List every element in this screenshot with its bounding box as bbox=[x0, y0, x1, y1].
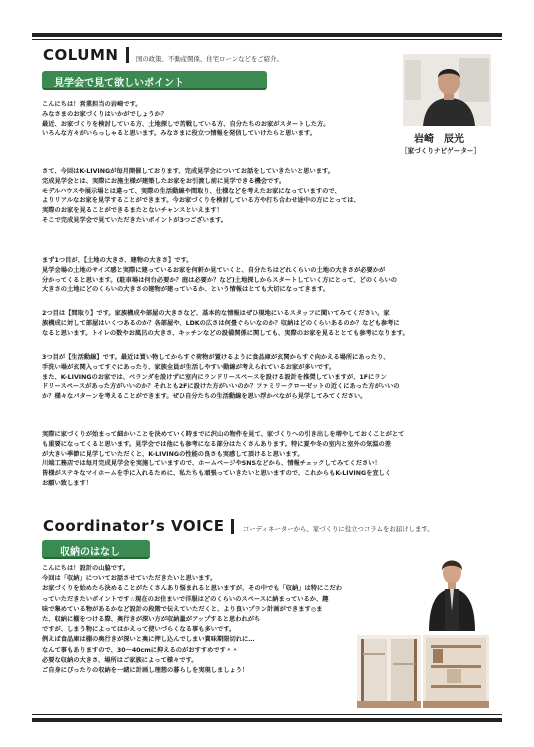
text-line: また、K-LIVINGのお家では、ベランダを設けずに室内にランドリースペースを設ける設計を推奨していますが、1Fにラン bbox=[42, 373, 387, 381]
top-rule-thin bbox=[32, 39, 502, 40]
text-line: なんて事もありますので、30〜40cmに抑えるのがおすすめです＾＾ bbox=[42, 646, 239, 654]
text-line: お家づくりを始めたら決めることがたくさんあり悩まれると思いますが、その中でも「収納」は特にこだわ bbox=[42, 585, 342, 593]
text-line: 分かってくると思います。(駐車場は何台必要か？庭は必要か？など)土地探しからスタートしていく方にとって、どのくらいの bbox=[42, 276, 397, 284]
text-line: 例えば食品庫は棚の奥行きが深いと奥に押し込んでしまい賞味期限切れに… bbox=[42, 636, 255, 644]
column-paragraph-2 bbox=[42, 256, 397, 295]
text-line: 実際のお家を見ることができるまたとないチャンスといえます！ bbox=[42, 207, 223, 215]
text-line: こんにちは！設計の山脇です。 bbox=[42, 565, 129, 572]
column-subtitle: 国の政策、不動産関係、住宅ローンなどをご紹介。 bbox=[136, 55, 283, 63]
text-line: 最近、お家づくりを検討している方、土地探しで苦戦している方、自分たちのお家がスタートした方。 bbox=[42, 120, 330, 128]
text-line: みなさまのお家づくりはいかがでしょうか？ bbox=[42, 110, 167, 118]
text-line: 完成見学会とは、実際にお施主様が建築したお家をお引渡し前に見学できる機会です。 bbox=[42, 177, 286, 185]
coordinator-photo-yamawaki bbox=[417, 549, 487, 631]
text-line: 味で集めている物があるかなど設計の段階で伝えていただくと、より良いプラン計画ができます◎ま bbox=[42, 605, 323, 613]
text-line: お願い致します！ bbox=[42, 479, 92, 487]
bottom-rule-thick bbox=[32, 718, 502, 722]
text-line: 族構成に対して部屋はいくつあるのか？各部屋や、LDKの広さは何畳ぐらいなのか？収納はどのくらいあるのか？なども参考に bbox=[42, 319, 400, 327]
column-section-title bbox=[42, 71, 267, 90]
text-line: 今回は「収納」についてお話させていただきたいと思います。 bbox=[42, 575, 217, 583]
column-heading-divider bbox=[126, 47, 129, 63]
text-line: モデルハウスや展示場とは違って、実際の生活動線や間取り、仕様などを考えたお家になっていますので、 bbox=[42, 187, 341, 195]
text-line: 必要な収納の大きさ、場所はご家族によって様々です。 bbox=[42, 656, 198, 664]
text-line: が大きい季節に見学していただくと、K-LIVINGの性能の良さも実感して頂けると思います。 bbox=[42, 450, 304, 458]
text-line: さて、今回はK-LIVINGが毎月開催しております、完成見学会についてお話をしていきたいと思います。 bbox=[42, 168, 334, 175]
text-line: ご自身にぴったりの収納を一緒に計画し理想の暮らしを実現しましょう！ bbox=[42, 667, 249, 675]
text-line: っていただきたいポイントです☆現在のお住まいで洋服はどのくらいのスペースに納まっているか、趣 bbox=[42, 595, 329, 603]
text-line: 2つ目は【間取り】です。家族構成や部屋の大きさなど、基本的な情報はぜひ現地にいるスタッフに聞いてみてください。家 bbox=[42, 310, 390, 317]
text-line: よりリアルなお家を見学することができます。今お家づくりを検討している方や打ち合わせ途中の方にとっては、 bbox=[42, 197, 360, 205]
text-line: 3つ目が【生活動線】です。最近は買い物してからすぐ荷物が置けるように食品庫が玄関からすぐ向かえる場所にあったり、 bbox=[42, 354, 390, 361]
column-paragraph-5 bbox=[42, 430, 404, 489]
text-line: そこで完成見学会で見ていただきたいポイントが3つございます。 bbox=[42, 216, 228, 224]
text-line: か？様々なパターンを考えることができます。ぜひ自分たちの生活動線を思い浮かべながら見学してみてください。 bbox=[42, 393, 367, 401]
text-line: た、収納に棚をつける際、奥行きが深い方が収納量がアップすると思われがち bbox=[42, 616, 261, 624]
text-line: こんにちは！営業担当の岩崎です。 bbox=[42, 101, 142, 108]
column-section-title-text: 見学会で見て欲しいポイント bbox=[54, 78, 184, 89]
voice-body bbox=[42, 564, 342, 676]
voice-heading: Coordinator’s VOICE bbox=[43, 517, 225, 535]
text-line: なると思います。トイレの数やお風呂の大きさ、キッチンなどの設備関係に関しても、実際のお家を見るととても参考になります。 bbox=[42, 329, 409, 337]
text-line: 大きさの土地にどのくらいの大きさの建物が建っているか、という情報はとても大切になってきます。 bbox=[42, 286, 329, 294]
text-line: まず1つ目が、【土地の大きさ、建物の大きさ】です。 bbox=[42, 257, 193, 264]
voice-subtitle: コーディネーターから、家づくりに役立つコラムをお届けします。 bbox=[243, 525, 434, 533]
text-line: ですが、しまう物によってはかえって使いづらくなる事も多いです。 bbox=[42, 626, 236, 634]
staff-role: ［家づくりナビゲーター］ bbox=[401, 147, 481, 155]
text-line: 手洗い場が玄関入ってすぐにあったり、家族全員が生活しやすい動線が考えられているお家が多いです。 bbox=[42, 363, 336, 371]
column-paragraph-3 bbox=[42, 309, 409, 338]
column-heading: COLUMN bbox=[43, 46, 119, 64]
voice-section-title bbox=[42, 540, 150, 559]
staff-photo-iwasaki bbox=[403, 54, 491, 126]
column-paragraph-1 bbox=[42, 167, 360, 226]
text-line: 川端工務店では毎月完成見学会を実施していますので、ホームページやSNSなどから、情報チェックしてみてください！ bbox=[42, 460, 381, 468]
text-line: 皆様がステキなマイホームを手に入れるために、私たちも頑張っていきたいと思いますので、これからもK-LIVINGを宜しく bbox=[42, 470, 392, 478]
text-line: 見学会場の土地のサイズ感と実際に建っているお家を何軒か見ていくと、自分たちはどれくらいの土地の大きさが必要かが bbox=[42, 266, 386, 274]
text-line: いろんな方々がいらっしゃると思います。みなさまに役立つ情報を発信していけたらと思います。 bbox=[42, 130, 316, 138]
top-rule-thick bbox=[32, 33, 502, 37]
text-line: も重要になってくると思います。見学会では他にも参考になる部分はたくさんあります。特に夏や冬の室内と室外の気温の差 bbox=[42, 440, 391, 448]
column-intro bbox=[42, 100, 330, 139]
closet-photo-right bbox=[423, 635, 489, 708]
staff-name: 岩崎 辰光 bbox=[414, 134, 464, 145]
bottom-rule-thin bbox=[32, 714, 502, 715]
closet-photo-left bbox=[357, 635, 421, 708]
column-paragraph-4 bbox=[42, 353, 400, 402]
voice-heading-divider bbox=[231, 519, 234, 534]
text-line: ドリースペースがあった方がいいのか？それとも2Fに設けた方がいいのか？ファミリークローゼットの近くにあった方がいいの bbox=[42, 383, 400, 391]
text-line: 実際に家づくりが始まって細かいことを決めていく時までに沢山の物件を見て、家づくりへの引き出しを増やしておくことがとて bbox=[42, 431, 405, 438]
voice-section-title-text: 収納のはなし bbox=[60, 547, 120, 558]
